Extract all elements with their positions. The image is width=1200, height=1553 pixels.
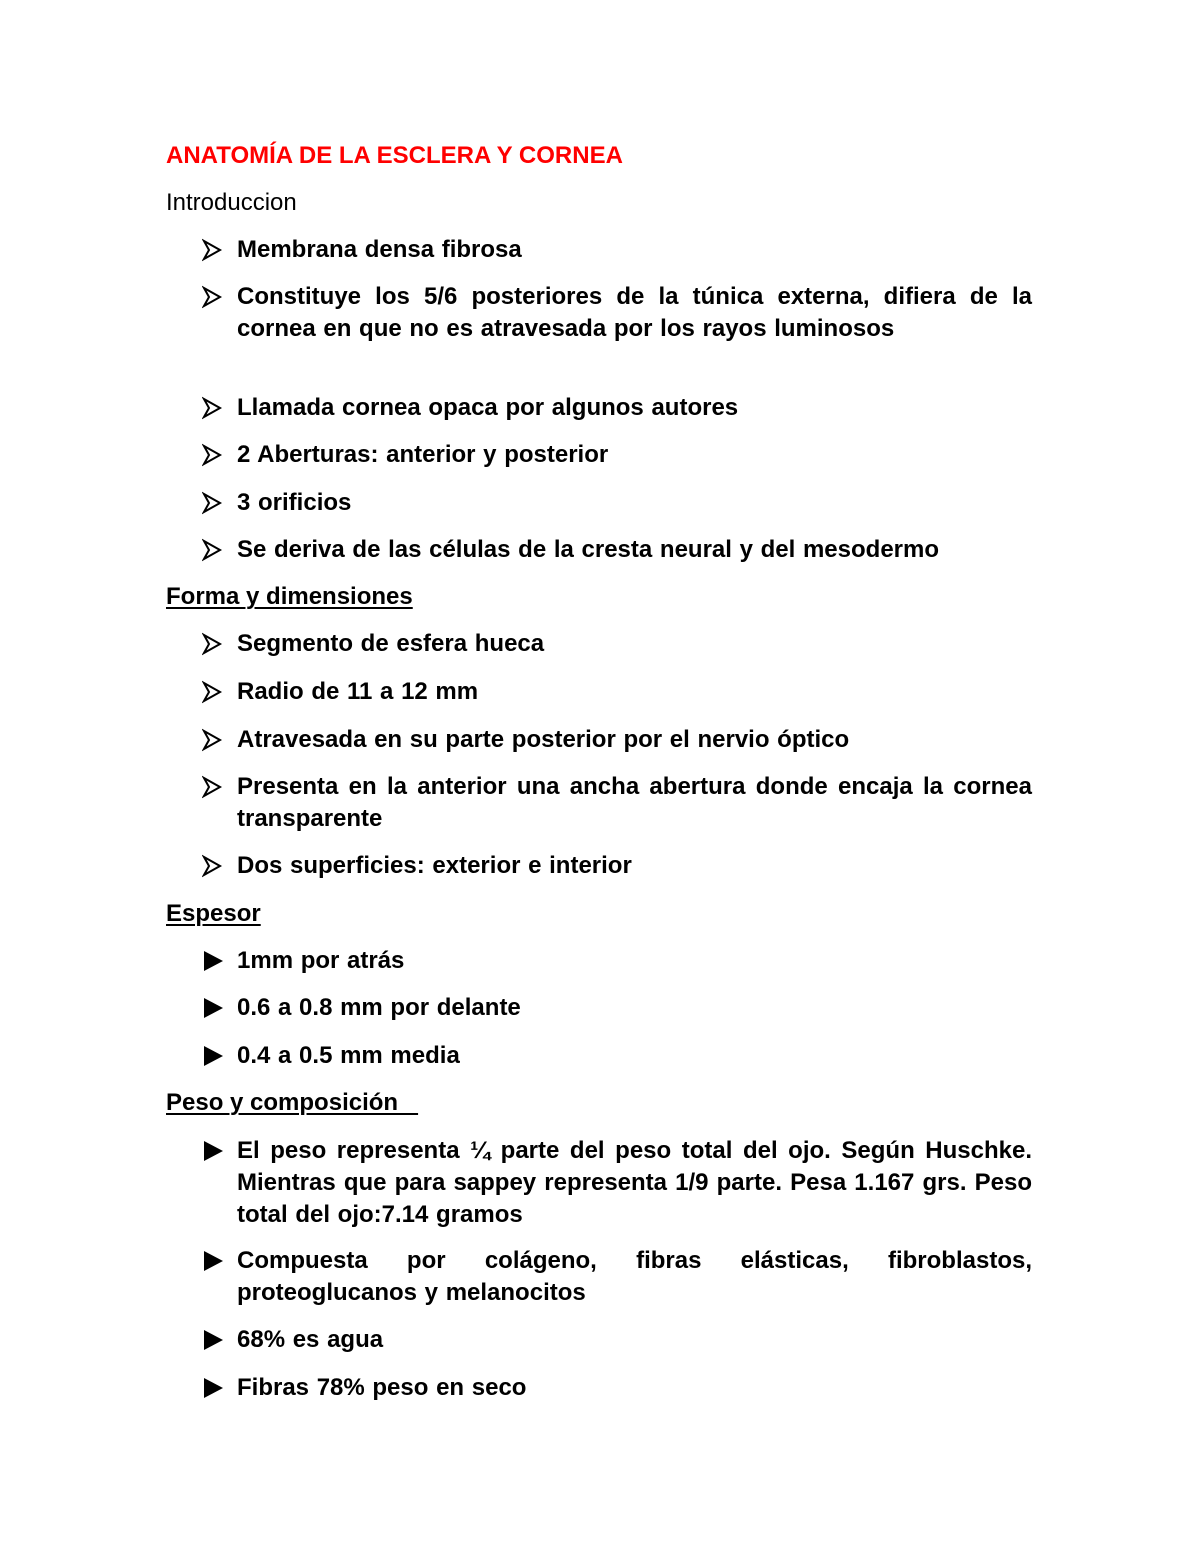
list-item <box>202 439 1032 471</box>
list-item <box>202 628 1032 660</box>
list-item-text: 68% es agua <box>237 1326 384 1353</box>
intro-label: Introduccion <box>166 189 297 216</box>
arrowhead-bullet-icon <box>202 392 228 424</box>
triangle-bullet-icon <box>202 1372 228 1404</box>
triangle-bullet-icon <box>202 945 228 977</box>
triangle-bullet-icon <box>202 1245 228 1277</box>
list-item-text: Dos superficies: exterior e interior <box>237 852 632 879</box>
list-item-text: 0.6 a 0.8 mm por delante <box>237 994 521 1021</box>
arrowhead-bullet-icon <box>202 771 228 803</box>
list-item-text: Presenta en la anterior una ancha abertura donde encaja la cornea transparente <box>237 773 1032 832</box>
list-item-text: Fibras 78% peso en seco <box>237 1374 527 1401</box>
list-item <box>202 992 1032 1024</box>
list-item-text: Radio de 11 a 12 mm <box>237 678 479 705</box>
arrowhead-bullet-icon <box>202 234 228 266</box>
arrowhead-bullet-icon <box>202 281 228 313</box>
list-item <box>202 234 1032 266</box>
list-item <box>202 1135 1032 1231</box>
list-item <box>202 1372 1032 1404</box>
list-item-text: Se deriva de las células de la cresta neural y del mesodermo <box>237 536 940 563</box>
list-item <box>202 1040 1032 1072</box>
list-item-text: Segmento de esfera hueca <box>237 630 545 657</box>
arrowhead-bullet-icon <box>202 676 228 708</box>
list-item <box>202 1245 1032 1309</box>
list-item <box>202 392 1032 424</box>
list-item-text: Llamada cornea opaca por algunos autores <box>237 394 739 421</box>
document-title: ANATOMÍA DE LA ESCLERA Y CORNEA <box>166 142 623 169</box>
list-item-text: Atravesada en su parte posterior por el nervio óptico <box>237 726 850 753</box>
section-heading-forma: Forma y dimensiones <box>166 583 413 610</box>
arrowhead-bullet-icon <box>202 487 228 519</box>
section-heading-peso: Peso y composición <box>166 1089 419 1116</box>
triangle-bullet-icon <box>202 1040 228 1072</box>
list-item <box>202 676 1032 708</box>
list-item <box>202 534 1032 566</box>
triangle-bullet-icon <box>202 1135 228 1167</box>
list-item <box>202 724 1032 756</box>
list-item <box>202 1324 1032 1356</box>
list-item <box>202 281 1032 345</box>
list-item-text: Constituye los 5/6 posteriores de la túnica externa, difiera de la cornea en que no es atravesada por los rayos luminosos <box>237 283 1032 342</box>
list-item-text: 2 Aberturas: anterior y posterior <box>237 441 609 468</box>
section-heading-espesor: Espesor <box>166 900 261 927</box>
list-item-text: Compuesta por colágeno, fibras elásticas, fibroblastos, proteoglucanos y melanocitos <box>237 1247 1032 1306</box>
list-item <box>202 771 1032 835</box>
list-item <box>202 850 1032 882</box>
arrowhead-bullet-icon <box>202 534 228 566</box>
arrowhead-bullet-icon <box>202 724 228 756</box>
triangle-bullet-icon <box>202 992 228 1024</box>
list-item <box>202 945 1032 977</box>
list-item <box>202 487 1032 519</box>
arrowhead-bullet-icon <box>202 628 228 660</box>
list-item-text: Membrana densa fibrosa <box>237 236 522 263</box>
list-item-text: 0.4 a 0.5 mm media <box>237 1042 460 1069</box>
list-item-text: 3 orificios <box>237 489 352 516</box>
arrowhead-bullet-icon <box>202 850 228 882</box>
arrowhead-bullet-icon <box>202 439 228 471</box>
list-item-text: El peso representa ¼ parte del peso total del ojo. Según Huschke. Mientras que para sappey representa 1/9 parte. Pesa 1.167 grs. Peso total del ojo:7.14 gramos <box>237 1137 1032 1228</box>
list-item-text: 1mm por atrás <box>237 947 405 974</box>
triangle-bullet-icon <box>202 1324 228 1356</box>
